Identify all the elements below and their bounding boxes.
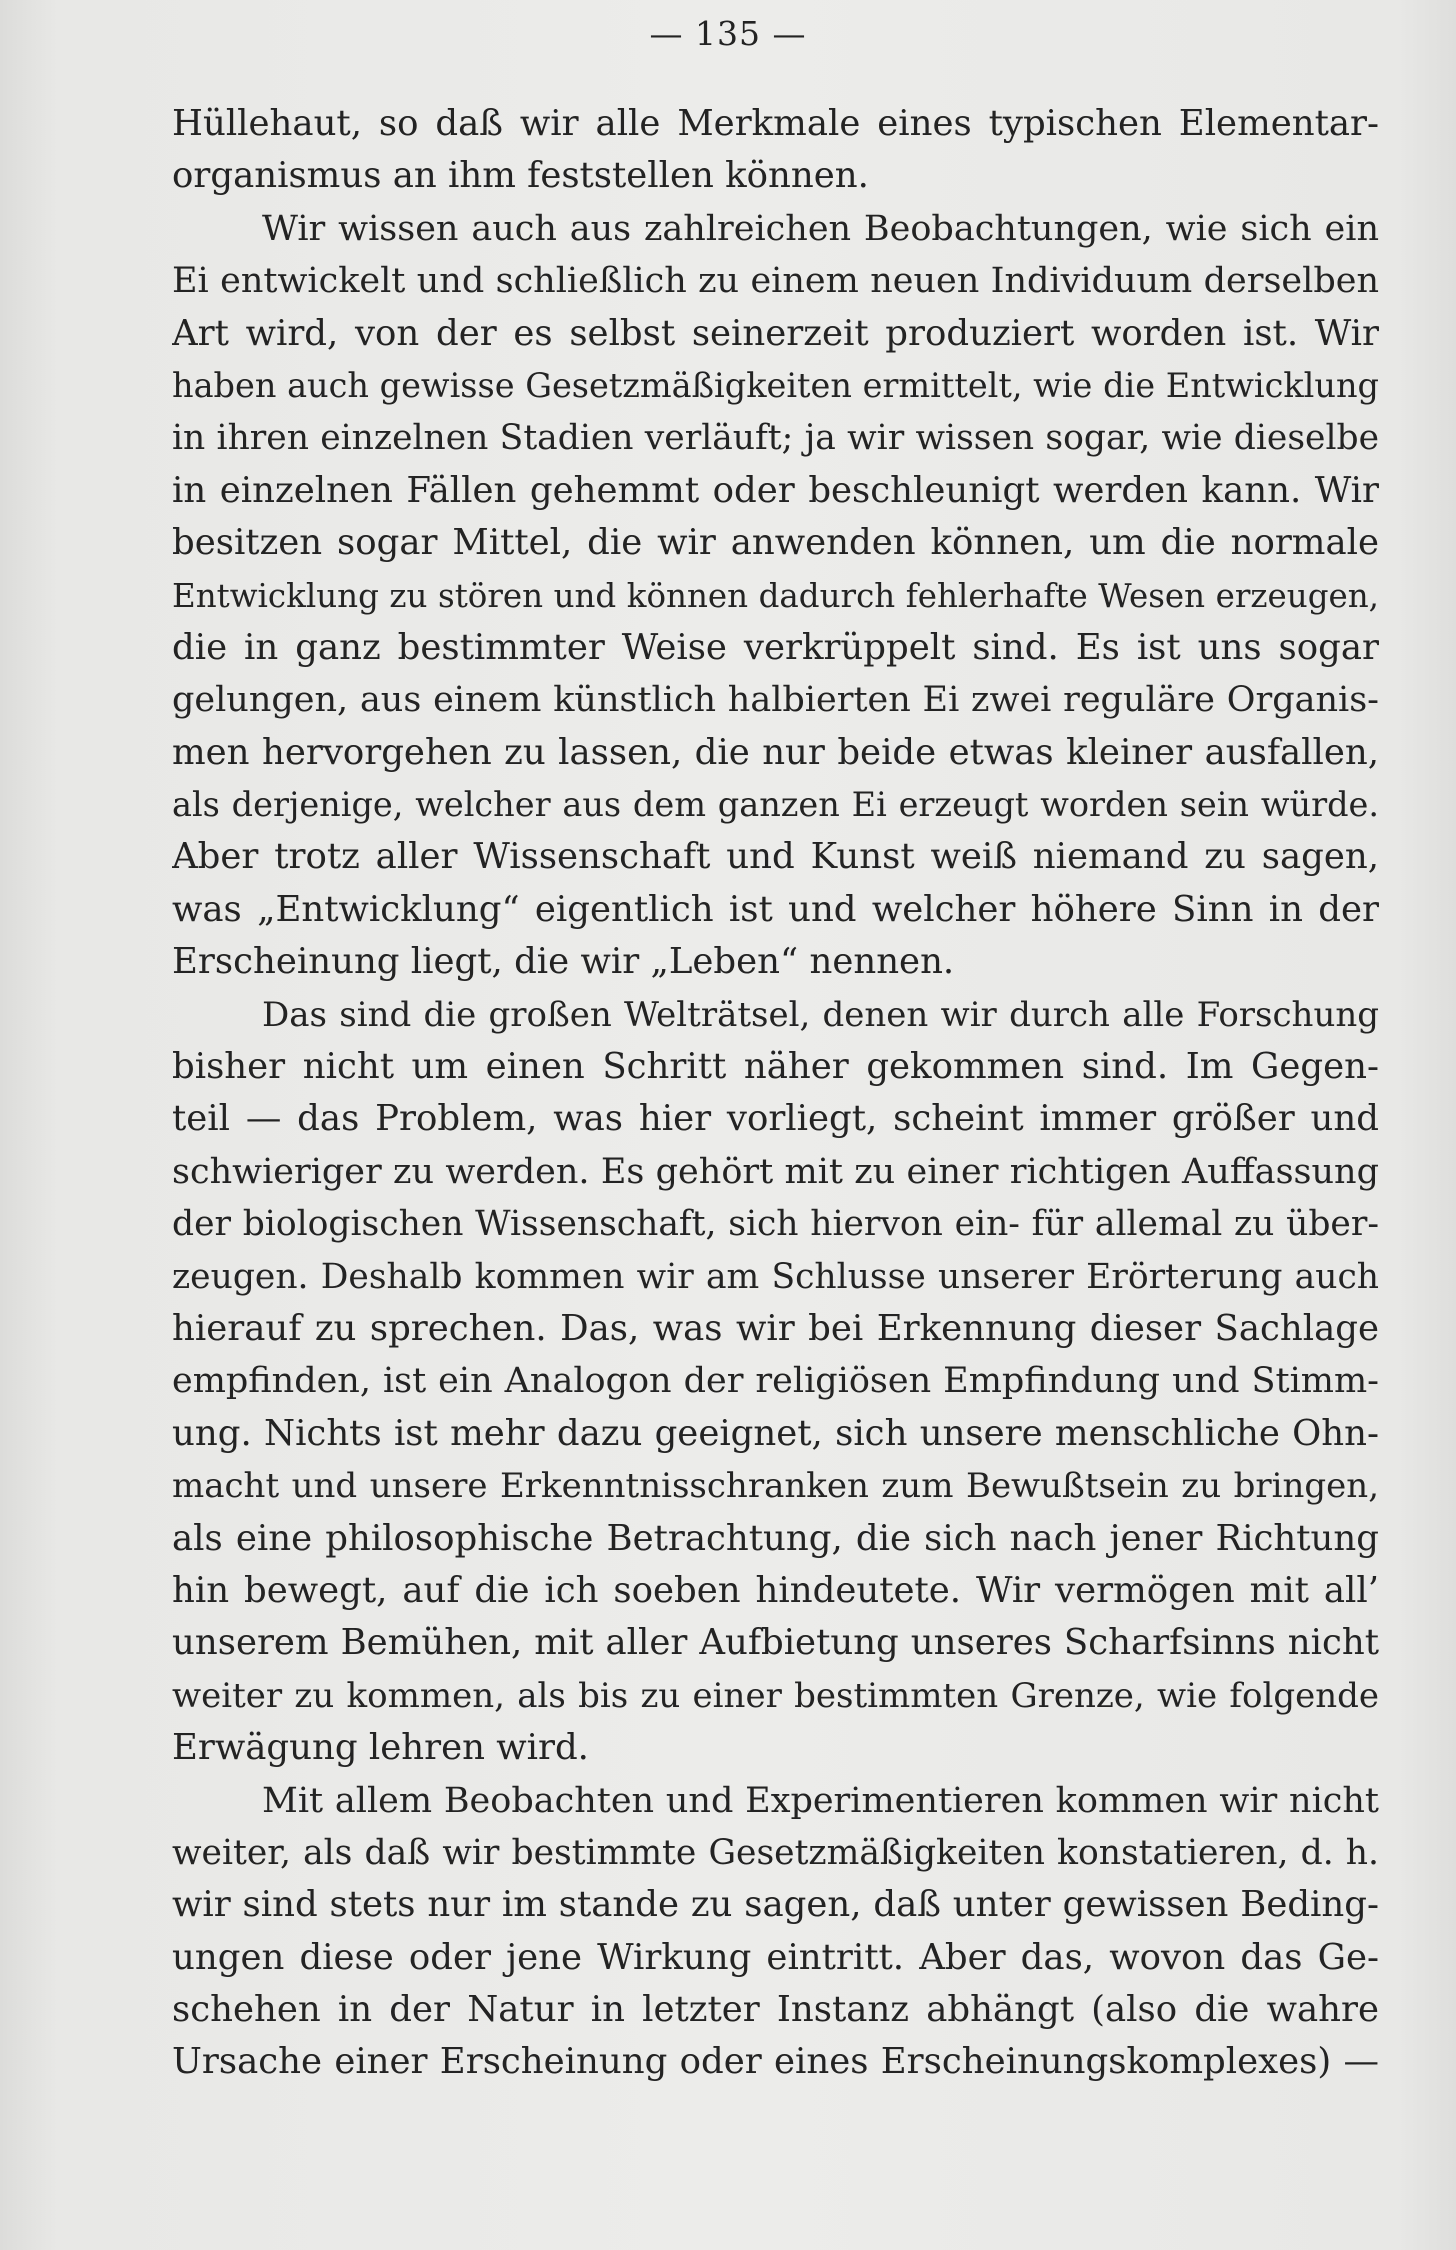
text-line: besitzen sogar Mittel, die wir anwenden können, um die normale (172, 522, 1379, 564)
text-line: Ursache einer Erscheinung oder eines Erscheinungskomplexes) — (172, 2041, 1379, 2083)
text-line: gelungen, aus einem künstlich halbierten Ei zwei reguläre Organis- (172, 680, 1379, 721)
text-line: men hervorgehen zu lassen, die nur beide etwas kleiner ausfallen, (172, 731, 1379, 773)
text-line: empfinden, ist ein Analogon der religiösen Empfindung und Stimm- (172, 1361, 1379, 1402)
text-line: als derjenige, welcher aus dem ganzen Ei erzeugt worden sein würde. (172, 785, 1379, 825)
text-line: Art wird, von der es selbst seinerzeit produziert worden ist. Wir (172, 312, 1379, 354)
text-line: wir sind stets nur im stande zu sagen, daß unter gewissen Beding- (172, 1884, 1379, 1926)
text-line: zeugen. Deshalb kommen wir am Schlusse unserer Erörterung auch (172, 1256, 1379, 1297)
text-line: weiter, als daß wir bestimmte Gesetzmäßigkeiten konstatieren, d. h. (172, 1832, 1379, 1873)
text-line: als eine philosophische Betrachtung, die sich nach jener Richtung (172, 1517, 1379, 1559)
text-line: organismus an ihm feststellen können. (172, 155, 869, 197)
text-line: Erwägung lehren wird. (172, 1727, 589, 1769)
text-line: hierauf zu sprechen. Das, was wir bei Erkennung dieser Sachlage (172, 1307, 1379, 1349)
text-line: in ihren einzelnen Stadien verläuft; ja wir wissen sogar, wie dieselbe (172, 418, 1379, 459)
text-line: haben auch gewisse Gesetzmäßigkeiten ermittelt, wie die Entwicklung (172, 365, 1379, 405)
text-line: bisher nicht um einen Schritt näher gekommen sind. Im Gegen- (172, 1046, 1379, 1088)
text-line: Mit allem Beobachten und Experimentieren kommen wir nicht (262, 1780, 1379, 1821)
text-line: unserem Bemühen, mit aller Aufbietung unseres Scharfsinns nicht (172, 1622, 1379, 1664)
text-line: ung. Nichts ist mehr dazu geeignet, sich unsere menschliche Ohn- (172, 1412, 1379, 1454)
text-line: was „Entwicklung“ eigentlich ist und welcher höhere Sinn in der (172, 888, 1379, 930)
text-line: schehen in der Natur in letzter Instanz abhängt (also die wahre (172, 1989, 1379, 2031)
text-line: Aber trotz aller Wissenschaft und Kunst weiß niemand zu sagen, (172, 836, 1379, 878)
text-line: Das sind die großen Welträtsel, denen wir durch alle Forschung (262, 994, 1379, 1035)
text-line: schwieriger zu werden. Es gehört mit zu einer richtigen Auffassung (172, 1151, 1379, 1192)
text-line: in einzelnen Fällen gehemmt oder beschleunigt werden kann. Wir (172, 469, 1379, 511)
text-line: weiter zu kommen, als bis zu einer bestimmten Grenze, wie folgende (172, 1675, 1379, 1716)
text-line: Ei entwickelt und schließlich zu einem neuen Individuum derselben (172, 261, 1379, 302)
text-line: Entwicklung zu stören und können dadurch fehlerhafte Wesen erzeugen, (172, 576, 1379, 615)
page-number: — 135 — (649, 14, 807, 53)
text-line: macht und unsere Erkenntnisschranken zum Bewußtsein zu bringen, (172, 1466, 1379, 1507)
text-line: Wir wissen auch aus zahlreichen Beobachtungen, wie sich ein (262, 208, 1379, 249)
body-text (172, 98, 1379, 2089)
text-line: hin bewegt, auf die ich soeben hindeutete. Wir vermögen mit all’ (172, 1569, 1379, 1611)
text-line: der biologischen Wissenschaft, sich hiervon ein- für allemal zu über- (172, 1204, 1379, 1245)
text-line: ungen diese oder jene Wirkung eintritt. Aber das, wovon das Ge- (172, 1936, 1379, 1978)
text-line: Erscheinung liegt, die wir „Leben“ nennen. (172, 941, 955, 983)
text-line: teil — das Problem, was hier vorliegt, scheint immer größer und (172, 1098, 1379, 1140)
text-line: Hüllehaut, so daß wir alle Merkmale eines typischen Elementar- (172, 103, 1379, 144)
text-line: die in ganz bestimmter Weise verkrüppelt sind. Es ist uns sogar (172, 626, 1379, 668)
